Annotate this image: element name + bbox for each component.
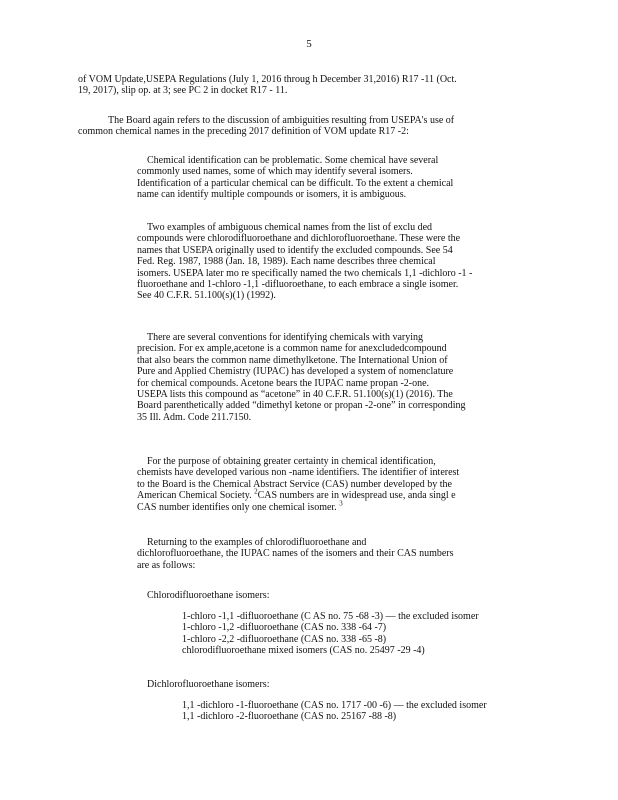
quote-text: CAS numbers are in widespread use, anda singl e — [257, 490, 456, 502]
board-paragraph — [78, 115, 540, 138]
quote-line: compounds were chlorodifluoroethane and dichlorofluoroethane. These were the — [137, 233, 461, 245]
quote-text: American Chemical Society. — [137, 490, 252, 502]
footnote-mark: 3 — [339, 499, 343, 508]
isomer-item: 1,1 -dichloro -1-fluoroethane (CAS no. 1717 -00 -6) — the excluded isomer — [182, 700, 487, 711]
quote-line: are as follows: — [137, 559, 196, 571]
quote-line: 35 Ill. Adm. Code 211.7150. — [137, 411, 252, 423]
quote-line: isomers. USEPA later mo re specifically named the two chemicals 1,1 -dichloro -1 - — [137, 267, 473, 279]
quote-line: precision. For ex ample,acetone is a common name for anexcludedcompound — [137, 343, 447, 355]
quote-line — [137, 499, 497, 513]
quote-line: names that USEPA originally used to identify the excluded compounds. See 54 — [137, 244, 453, 256]
intro-paragraph — [78, 74, 540, 97]
intro-line: 19, 2017), slip op. at 3; see PC 2 in docket R17 - 11. — [78, 85, 288, 97]
quote-line: USEPA lists this compound as “acetone” in 40 C.F.R. 51.100(s)(1) (2016). The — [137, 389, 453, 401]
quote-line: dichlorofluoroethane, the IUPAC names of the isomers and their CAS numbers — [137, 548, 454, 560]
quote-paragraph-5 — [137, 537, 497, 571]
quote-line: fluoroethane and 1-chloro -1,1 -difluoroethane, to each embrace a single isomer. — [137, 279, 459, 291]
quote-line: that also bears the common name dimethylketone. The International Union of — [137, 354, 448, 366]
page-number: 5 — [306, 38, 312, 50]
board-line: common chemical names in the preceding 2017 definition of VOM update R17 -2: — [78, 126, 409, 138]
quote-line: Board parenthetically added “dimethyl ketone or propan -2-one” in corresponding — [137, 400, 466, 412]
quote-line: Fed. Reg. 1987, 1988 (Jan. 18, 1989). Each name describes three chemical — [137, 256, 436, 268]
dichloro-isomer-list — [182, 700, 487, 723]
quote-line: Returning to the examples of chlorodifluoroethane and — [147, 537, 367, 548]
quote-paragraph-2 — [137, 222, 497, 302]
quote-line: There are several conventions for identifying chemicals with varying — [147, 332, 424, 343]
quote-line: Chemical identification can be problematic. Some chemical have several — [147, 155, 439, 166]
quote-line: for chemical compounds. Acetone bears the IUPAC name propan -2-one. — [137, 377, 430, 389]
quote-line: Pure and Applied Chemistry (IUPAC) has developed a system of nomenclature — [137, 366, 454, 378]
quote-line: Two examples of ambiguous chemical names from the list of exclu ded — [147, 222, 433, 233]
quote-text: CAS number identifies only one chemical isomer. — [137, 501, 337, 513]
footnote-mark: 2 — [254, 487, 258, 496]
quote-paragraph-4 — [137, 456, 497, 513]
board-line: The Board again refers to the discussion of ambiguities resulting from USEPA's use of — [108, 115, 455, 126]
quote-line — [137, 487, 497, 502]
isomer-item: 1-chloro -2,2 -difluoroethane (CAS no. 338 -65 -8) — [182, 633, 387, 645]
quote-line: Identification of a particular chemical can be difficult. To the extent a chemical — [137, 177, 454, 189]
isomer-item: chlorodifluoroethane mixed isomers (CAS no. 25497 -29 -4) — [182, 645, 425, 657]
isomer-item: 1-chloro -1,1 -difluoroethane (C AS no. 75 -68 -3) — the excluded isomer — [182, 611, 479, 622]
isomer-item: 1,1 -dichloro -2-fluoroethane (CAS no. 25167 -88 -8) — [182, 711, 397, 723]
quote-line: commonly used names, some of which may identify several isomers. — [137, 166, 413, 178]
quote-line: to the Board is the Chemical Abstract Service (CAS) number developed by the — [137, 478, 452, 490]
chloro-heading: Chlorodifluoroethane isomers: — [147, 590, 270, 601]
quote-paragraph-1 — [137, 155, 497, 201]
isomer-item: 1-chloro -1,2 -difluoroethane (CAS no. 338 -64 -7) — [182, 622, 387, 634]
quote-line: chemists have developed various non -name identifiers. The identifier of interest — [137, 467, 460, 479]
quote-paragraph-3 — [137, 332, 497, 423]
quote-line: See 40 C.F.R. 51.100(s)(1) (1992). — [137, 290, 276, 302]
intro-line: of VOM Update,USEPA Regulations (July 1, 2016 throug h December 31,2016) R17 -11 (Oct. — [78, 74, 457, 85]
chloro-isomer-list — [182, 611, 479, 657]
quote-line: For the purpose of obtaining greater certainty in chemical identification, — [147, 456, 436, 467]
quote-line: name can identify multiple compounds or isomers, it is ambiguous. — [137, 189, 407, 201]
dichloro-heading: Dichlorofluoroethane isomers: — [147, 679, 270, 690]
